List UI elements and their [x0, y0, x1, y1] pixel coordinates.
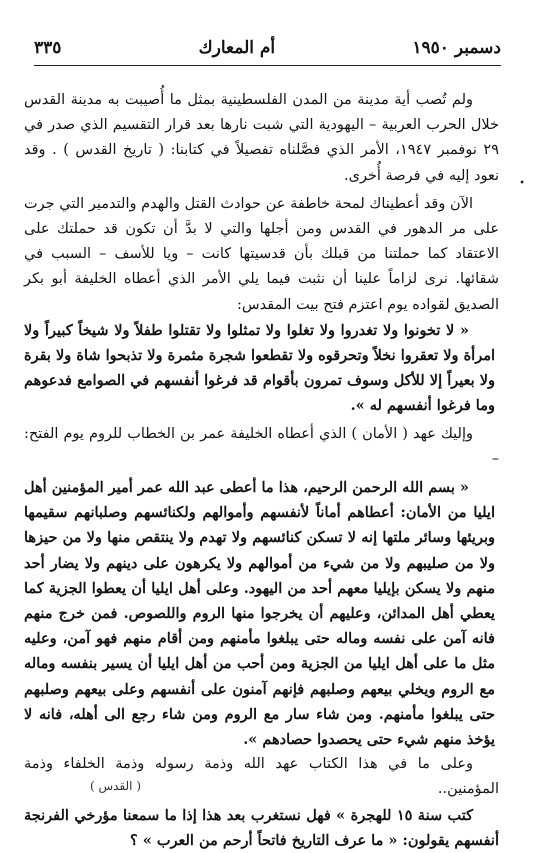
- page-header: [34, 36, 501, 60]
- header-date: دسمبر ١٩٥٠: [412, 38, 501, 58]
- paragraph-7: كتب سنة ١٥ للهجرة » فهل نستغرب بعد هذا إذا ما سمعنا مؤرخي الفرنجة أنفسهم يقولون: « ما عرف التاريخ فاتحاً أرحم من العرب » ؟: [24, 806, 499, 849]
- margin-dot-icon: •: [519, 178, 525, 189]
- article-body: [24, 88, 499, 853]
- page-number: ٣٣٥: [34, 38, 62, 58]
- paragraph-4: وإليك عهد ( الأمان ) الذي أعطاه الخليفة عمر بن الخطاب للروم يوم الفتح: –: [24, 425, 499, 467]
- source-note: ( القدس ): [90, 779, 141, 793]
- paragraph-5-covenant: « بسم الله الرحمن الرحيم، هذا ما أعطى عبد الله عمر أمير المؤمنين أهل ايليا من الأمان: أعطاهم أماناً لأنفسهم وأموالهم ولكنائسهم وصلبانهم سقيمها وبريئها وسائر ملتها إنه لا تسكن كنائسهم ولا تهدم ولا ينتقص منها ولا من حيزها ولا من صليبهم ولا من شيء من أموالهم ولا يكرهون على دينهم ولا يضار أحد منهم ولا يسكن بإيليا معهم أحد من اليهود. وعلى أهل ايليا أن يعطوا الجزية كما يعطي أهل المدائن، وعليهم أن يخرجوا منها الروم واللصوص. فمن خرج منهم فانه آمن على نفسه وماله حتى يبلغوا مأمنهم ومن أقام منهم فهو آمن، وعليه مثل ما على أهل ايليا من الجزية ومن أحب من أهل ايليا أن يسير بنفسه وماله مع الروم ويخلي بيعهم وصلبهم فإنهم آمنون على أنفسهم وعلى بيعهم وصلبهم حتى يبلغوا مأمنهم. ومن شاء سار مع الروم ومن شاء رجع الى أهله، فانه لا يؤخذ منهم شيء حتى يحصدوا حصادهم ».: [24, 479, 495, 749]
- header-rule: [34, 65, 501, 67]
- paragraph-3-quote: « لا تخونوا ولا تغدروا ولا تغلوا ولا تمثلوا ولا تقتلوا طفلاً ولا شيخاً كبيراً ولا امرأة ولا تعقروا نخلاً وتحرقوه ولا تقطعوا شجرة مثمرة ولا تذبحوا شاة ولا بقرة ولا بعيراً إلا للأكل وسوف تمرون بأقوام قد فرغوا أنفسهم في الصوامع فدعوهم وما فرغوا أنفسهم له ».: [24, 321, 495, 415]
- paragraph-1: ولم تُصب أية مدينة من المدن الفلسطينية بمثل ما أُصيبت به مدينة القدس خلال الحرب العربية – اليهودية التي شبت نارها بعد قرار التقسيم الذي صدر في ٢٩ نوفمبر ١٩٤٧، الأمر الذي فصَّلناه تفصيلاً في كتابنا: ( تاريخ القدس ) . وقد نعود إليه في فرصة أُخرى.: [24, 92, 499, 184]
- paragraph-2: الآن وقد أعطيناك لمحة خاطفة عن حوادث القتل والهدم والتدمير التي جرت على مر الدهور في القدس ومن أجلها والتي لا بدَّ أن تكون قد حملتك على الاعتقاد كما حملتنا من قبلك بأن قدسيتها كانت – ويا للأسف – السبب في شقائها. نرى لزاماً علينا أن نثبت فيما يلي الأمر الذي أعطاه الخليفة أبو بكر الصديق لقواده يوم اعتزم فتح بيت المقدس:: [24, 195, 499, 313]
- header-title: أم المعارك: [198, 38, 276, 58]
- paragraph-6: وعلى ما في هذا الكتاب عهد الله وذمة رسوله وذمة الخلفاء وذمة المؤمنين..: [24, 756, 499, 798]
